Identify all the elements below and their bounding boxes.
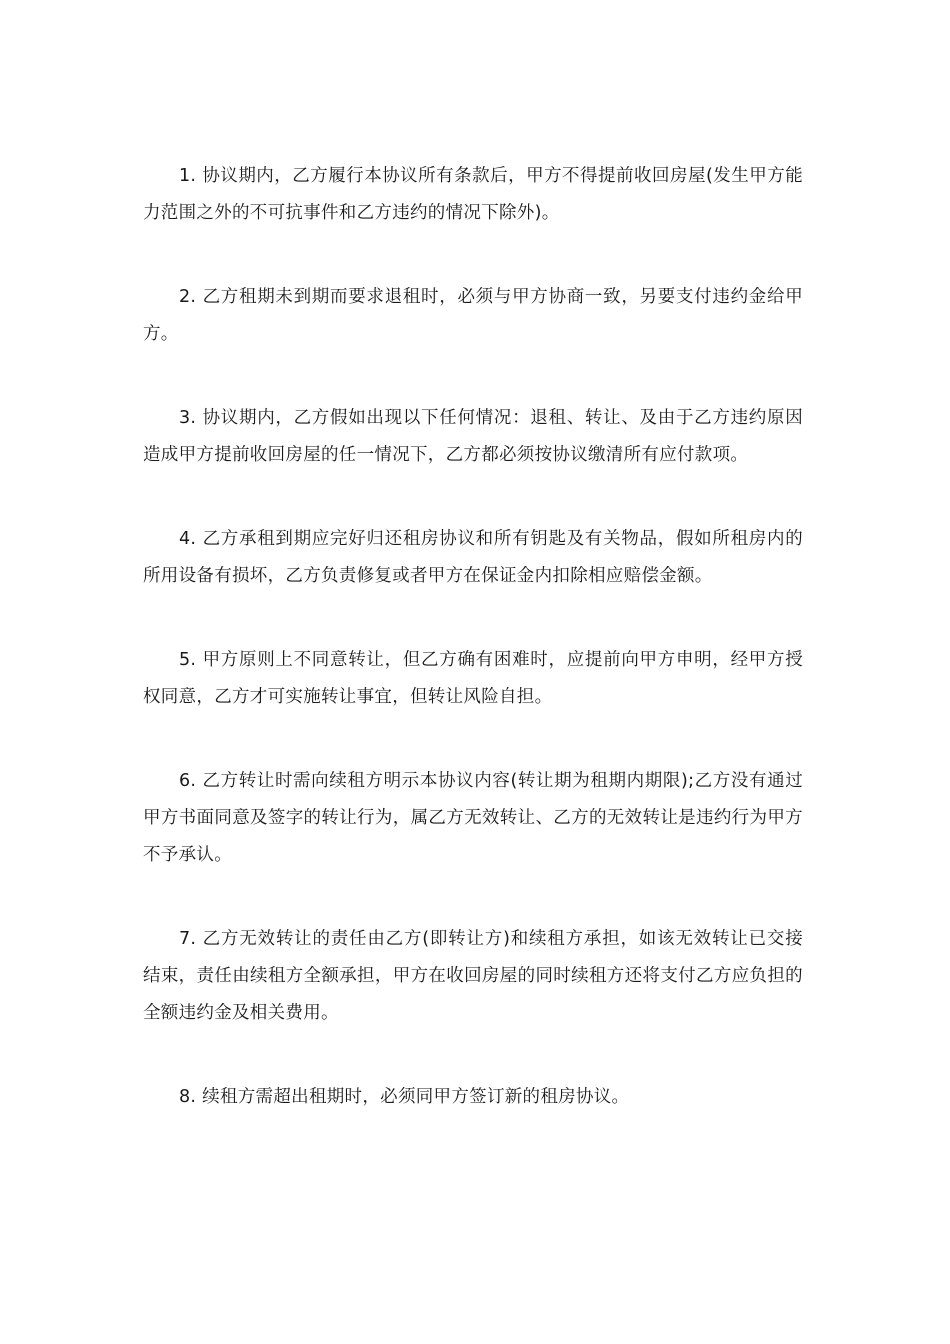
clause-3: 3. 协议期内，乙方假如出现以下任何情况：退租、转让、及由于乙方违约原因造成甲方提前收回房屋的任一情况下，乙方都必须按协议缴清所有应付款项。 [143, 408, 803, 465]
clause-1: 1. 协议期内，乙方履行本协议所有条款后，甲方不得提前收回房屋(发生甲方能力范围之外的不可抗事件和乙方违约的情况下除外)。 [143, 166, 803, 223]
clause-6: 6. 乙方转让时需向续租方明示本协议内容(转让期为租期内期限);乙方没有通过甲方书面同意及签字的转让行为，属乙方无效转让、乙方的无效转让是违约行为甲方不予承认。 [143, 771, 803, 865]
clause-list [143, 158, 803, 1163]
clause-8: 8. 续租方需超出租期时，必须同甲方签订新的租房协议。 [179, 1087, 630, 1107]
clause-2: 2. 乙方租期未到期而要求退租时，必须与甲方协商一致，另要支付违约金给甲方。 [143, 287, 803, 344]
clause-5: 5. 甲方原则上不同意转让，但乙方确有困难时，应提前向甲方申明，经甲方授权同意，乙方才可实施转让事宜，但转让风险自担。 [143, 650, 803, 707]
clause-4: 4. 乙方承租到期应完好归还租房协议和所有钥匙及有关物品，假如所租房内的所用设备有损坏，乙方负责修复或者甲方在保证金内扣除相应赔偿金额。 [143, 529, 803, 586]
clause-7: 7. 乙方无效转让的责任由乙方(即转让方)和续租方承担，如该无效转让已交接结束，责任由续租方全额承担，甲方在收回房屋的同时续租方还将支付乙方应负担的全额违约金及相关费用。 [143, 929, 803, 1023]
